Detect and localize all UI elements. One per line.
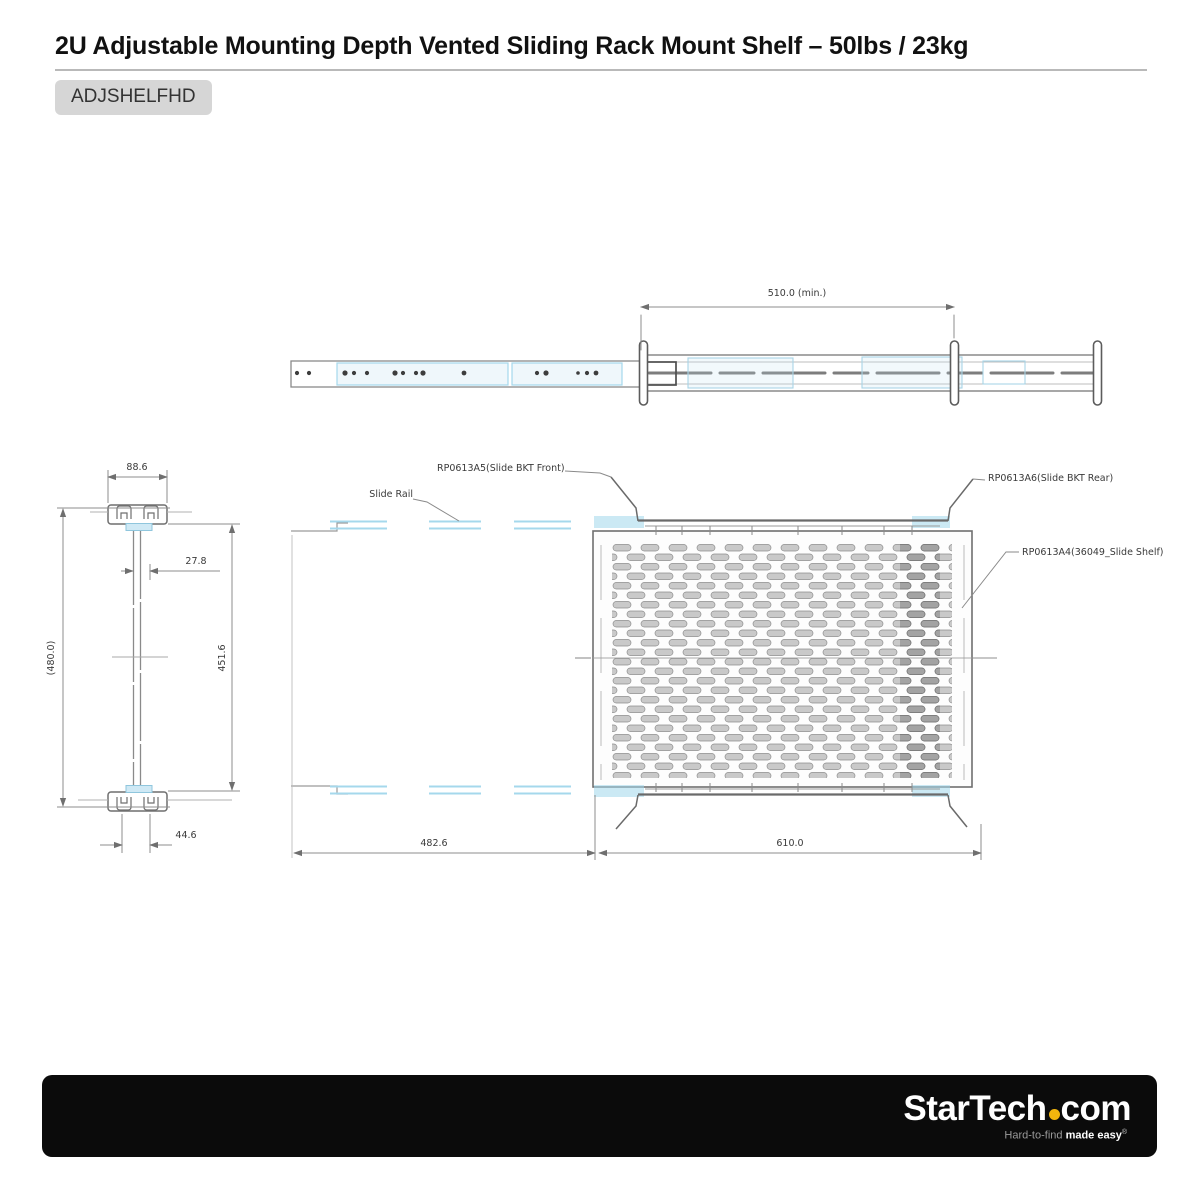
shelf-top-view [291, 463, 1164, 860]
hidden-slide-rail-lines [330, 522, 571, 794]
dim-width-bottom: 44.6 [175, 830, 197, 841]
logo-text-right: com [1060, 1089, 1131, 1128]
dim-width-top: 88.6 [126, 462, 148, 473]
label-slide-bkt-front: RP0613A5(Slide BKT Front) [437, 463, 565, 474]
slide-bracket-rear [594, 785, 967, 829]
dim-inner-height: 451.6 [217, 644, 228, 672]
dim-offset: 27.8 [185, 556, 207, 567]
logo-dot-icon [1049, 1109, 1060, 1120]
brand-tagline [1004, 1129, 1127, 1142]
cross-section-view [46, 462, 240, 853]
label-slide-bkt-rear: RP0613A6(Slide BKT Rear) [988, 473, 1114, 484]
dim-shelf-width: 610.0 [776, 838, 804, 849]
slide-rail-side-view [291, 288, 1102, 405]
product-code-badge: ADJSHELFHD [55, 80, 212, 115]
dim-rail-travel: 482.6 [420, 838, 448, 849]
logo-text-left: StarTech [903, 1089, 1047, 1128]
tagline-bold: made easy [1065, 1129, 1122, 1142]
slide-bracket-front [594, 477, 973, 528]
dimension-overall-height [57, 508, 170, 807]
tagline-light: Hard-to-find [1004, 1129, 1066, 1142]
dimension-bottom-width [100, 814, 172, 853]
dimension-top-width [108, 470, 167, 503]
startech-logo [903, 1089, 1131, 1129]
label-slide-rail: Slide Rail [369, 489, 413, 500]
label-slide-shelf: RP0613A4(36049_Slide Shelf) [1022, 547, 1164, 558]
vent-pattern-shaded [900, 543, 940, 778]
dim-overall-height: (480.0) [46, 640, 57, 676]
tagline-trademark: ® [1121, 1129, 1127, 1136]
dim-extended-min: 510.0 (min.) [767, 288, 827, 299]
dimension-rail-travel [294, 795, 981, 860]
brand-footer [42, 1075, 1157, 1157]
dimension-510-min [641, 307, 954, 350]
page-title: 2U Adjustable Mounting Depth Vented Sliding Rack Mount Shelf – 50lbs / 23kg [55, 32, 969, 60]
